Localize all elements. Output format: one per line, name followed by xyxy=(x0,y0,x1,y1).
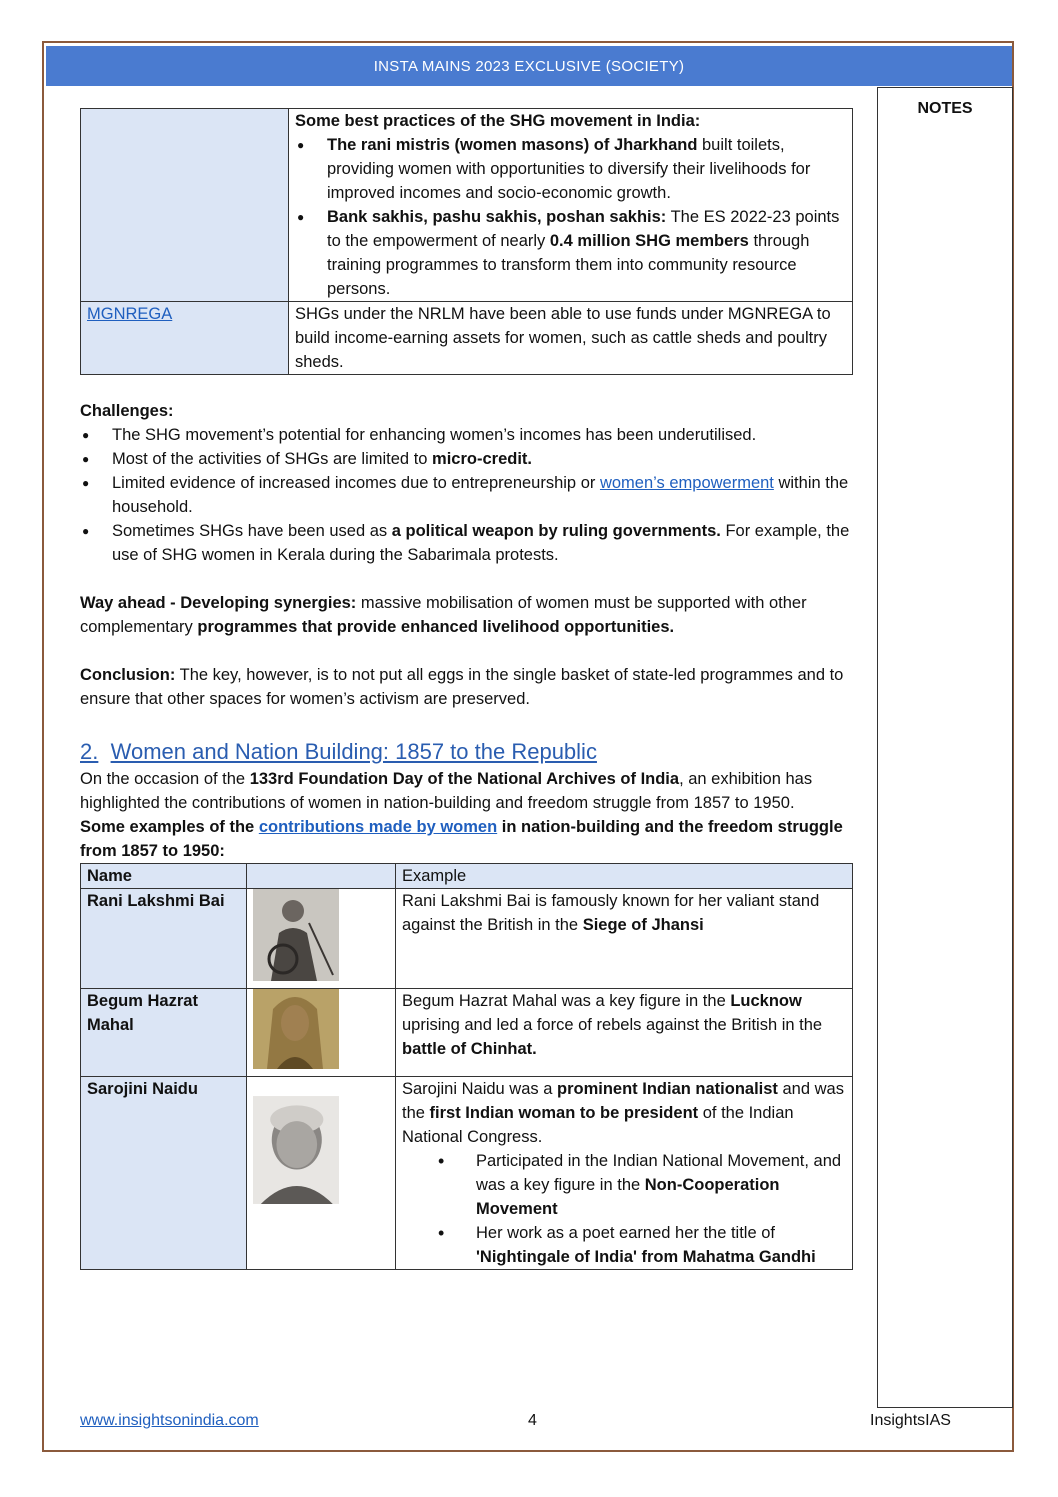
table-cell xyxy=(81,889,247,989)
women-table xyxy=(80,863,853,1270)
footer-brand: InsightsIAS xyxy=(870,1412,951,1429)
bold-text: 'Nightingale of India' from Mahatma Gandhi xyxy=(476,1248,816,1266)
page-number: 4 xyxy=(528,1412,537,1429)
shg-table xyxy=(80,108,853,375)
list-item xyxy=(80,471,860,519)
examples-heading xyxy=(80,815,860,863)
bold-text: programmes that provide enhanced livelihood opportunities. xyxy=(197,618,675,636)
challenges-section xyxy=(80,399,860,567)
text: Sometimes SHGs have been used as xyxy=(112,522,392,540)
notes-title: NOTES xyxy=(917,100,973,117)
table-cell xyxy=(396,889,853,989)
text: in nation-building and the freedom struggle from 1857 to 1950: xyxy=(80,818,843,860)
text: uprising and led a force of rebels against the British in the xyxy=(402,1016,823,1034)
sarojini-list xyxy=(402,1149,846,1269)
text: Participated in the Indian National Movement, and was a key figure in the xyxy=(476,1152,842,1194)
womens-empowerment-link[interactable]: women’s empowerment xyxy=(599,474,774,492)
bold-text: The rani mistris (women masons) of Jharkhand xyxy=(327,136,698,154)
table-row xyxy=(81,1077,853,1270)
table-row xyxy=(81,989,853,1077)
table-cell xyxy=(396,989,853,1077)
text: of the Indian National Congress. xyxy=(402,1104,794,1146)
table-cell xyxy=(81,989,247,1077)
notes-column xyxy=(877,87,1013,1408)
page-header xyxy=(46,46,1012,86)
text: and was the xyxy=(402,1080,844,1122)
bold-text: first Indian woman to be president xyxy=(429,1104,699,1122)
text: The key, however, is to not put all eggs in the single basket of state-led programmes and to ensure that other spaces for women’s activism are preserved. xyxy=(80,666,844,708)
header-title: INSTA MAINS 2023 EXCLUSIVE (SOCIETY) xyxy=(373,57,685,75)
bold-text: prominent Indian nationalist xyxy=(557,1080,778,1098)
bold-text: Non-Cooperation Movement xyxy=(476,1176,780,1218)
section-number: 2. xyxy=(80,739,99,764)
way-ahead-paragraph xyxy=(80,591,860,639)
portrait-begum-hazrat-mahal xyxy=(253,989,339,1069)
main-content xyxy=(80,108,860,1270)
challenges-list xyxy=(80,423,860,567)
bold-text: micro-credit. xyxy=(432,450,532,468)
row-description xyxy=(402,1077,846,1149)
table-row xyxy=(81,109,853,302)
column-header-example: Example xyxy=(396,864,853,889)
table-cell xyxy=(289,109,853,302)
conclusion-label: Conclusion: xyxy=(80,666,176,684)
table-row xyxy=(81,302,853,375)
contributions-link[interactable]: contributions made by women xyxy=(258,818,498,836)
text: within the household. xyxy=(112,474,849,516)
best-practices-heading: Some best practices of the SHG movement in India: xyxy=(295,112,701,130)
table-cell xyxy=(396,1077,853,1270)
text: On the occasion of the xyxy=(80,770,250,788)
table-cell xyxy=(247,889,396,989)
text: massive mobilisation of women must be supported with other complementary xyxy=(80,594,807,636)
list-item xyxy=(295,205,846,301)
row-name: Rani Lakshmi Bai xyxy=(87,892,225,910)
bold-text: Siege of Jhansi xyxy=(582,916,704,934)
list-item: ● The SHG movement’s potential for enhancing women’s incomes has been underutilised. xyxy=(80,423,860,447)
list-item xyxy=(295,133,846,205)
bold-text: 0.4 million SHG members xyxy=(549,232,749,250)
bold-text: a political weapon by ruling governments. xyxy=(391,522,721,540)
row-name: Begum Hazrat Mahal xyxy=(87,992,198,1034)
column-header-name: Name xyxy=(81,864,247,889)
bold-text: 133rd Foundation Day of the National Archives of India xyxy=(249,770,680,788)
table-cell xyxy=(81,302,289,375)
list-item xyxy=(466,1221,846,1269)
text: Some examples of the xyxy=(80,818,259,836)
section-intro xyxy=(80,767,860,815)
table-header-row xyxy=(81,864,853,889)
text: Limited evidence of increased incomes due to entrepreneurship or xyxy=(112,474,600,492)
text: , an exhibition has highlighted the contributions of women in nation-building and freedom struggle from 1857 to 1950. xyxy=(80,770,813,812)
portrait-sarojini-naidu xyxy=(253,1081,339,1219)
list-item xyxy=(80,447,860,471)
bold-text: battle of Chinhat. xyxy=(402,1040,537,1058)
text: Begum Hazrat Mahal was a key figure in the xyxy=(402,992,731,1010)
table-cell xyxy=(81,109,289,302)
text: For example, the use of SHG women in Kerala during the Sabarimala protests. xyxy=(112,522,850,564)
bold-text: Lucknow xyxy=(730,992,802,1010)
table-cell xyxy=(247,989,396,1077)
text: through training programmes to transform them into community resource persons. xyxy=(327,232,810,298)
conclusion-paragraph xyxy=(80,663,860,711)
text: Her work as a poet earned her the title of xyxy=(476,1224,775,1242)
mgnrega-link[interactable]: MGNREGA xyxy=(87,305,173,323)
bold-text: Bank sakhis, pashu sakhis, poshan sakhis: xyxy=(327,208,667,226)
text: Rani Lakshmi Bai is famously known for her valiant stand against the British in the xyxy=(402,892,820,934)
row-name: Sarojini Naidu xyxy=(87,1080,198,1098)
text: built toilets, providing women with opportunities to diversify their livelihoods for improved incomes and socio-economic growth. xyxy=(327,136,811,202)
text: Most of the activities of SHGs are limited to xyxy=(112,450,433,468)
table-row xyxy=(81,889,853,989)
column-header-blank xyxy=(247,864,396,889)
challenges-heading: Challenges: xyxy=(80,402,174,420)
table-cell xyxy=(247,1077,396,1270)
way-ahead-label: Way ahead - Developing synergies: xyxy=(80,594,357,612)
table-cell: SHGs under the NRLM have been able to use funds under MGNREGA to build income-earning assets for women, such as cattle sheds and poultry sheds. xyxy=(289,302,853,375)
portrait-rani-lakshmi-bai xyxy=(253,889,339,981)
text: Sarojini Naidu was a xyxy=(402,1080,557,1098)
list-item xyxy=(466,1149,846,1221)
table-cell xyxy=(81,1077,247,1270)
section-heading xyxy=(80,737,860,767)
website-link[interactable]: www.insightsonindia.com xyxy=(80,1412,259,1429)
best-practices-list xyxy=(295,133,846,301)
text: The ES 2022-23 points to the empowerment of nearly xyxy=(327,208,840,250)
list-item xyxy=(80,519,860,567)
section-title: Women and Nation Building: 1857 to the Republic xyxy=(110,739,597,764)
